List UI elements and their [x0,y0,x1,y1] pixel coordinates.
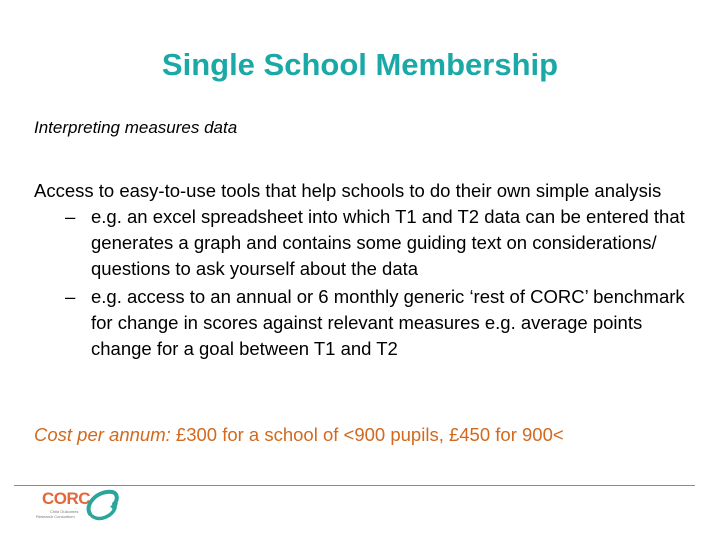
bullet-text: e.g. access to an annual or 6 monthly generic ‘rest of CORC’ benchmark for change in scores against relevant measures e.g. average points change for a goal between T1 and T2 [91,286,685,359]
intro-text: Access to easy-to-use tools that help schools to do their own simple analysis [34,180,662,201]
circular-arrow-icon [84,488,120,524]
body-content [34,178,694,364]
dash-icon: – [65,286,76,307]
logo-wordmark: CORC [42,489,91,508]
bullet-list [34,204,694,362]
cost-line [34,424,564,446]
subheading: Interpreting measures data [34,118,238,137]
bullet-text: e.g. an excel spreadsheet into which T1 and T2 data can be entered that generates a graph and contains some guiding text on considerations/ questions to ask yourself about the data [91,206,685,279]
slide-title: Single School Membership [161,47,559,82]
footer-divider [14,485,695,486]
cost-value: £300 for a school of <900 pupils, £450 for 900< [170,424,564,445]
corc-logo [36,488,126,528]
cost-label: Cost per annum: [34,424,171,445]
bullet-item [34,204,691,282]
bullet-item [34,284,691,362]
logo-tagline-1: Child Outcomes [50,509,79,514]
logo-tagline-2: Research Consortium [36,514,75,519]
dash-icon: – [65,206,76,227]
